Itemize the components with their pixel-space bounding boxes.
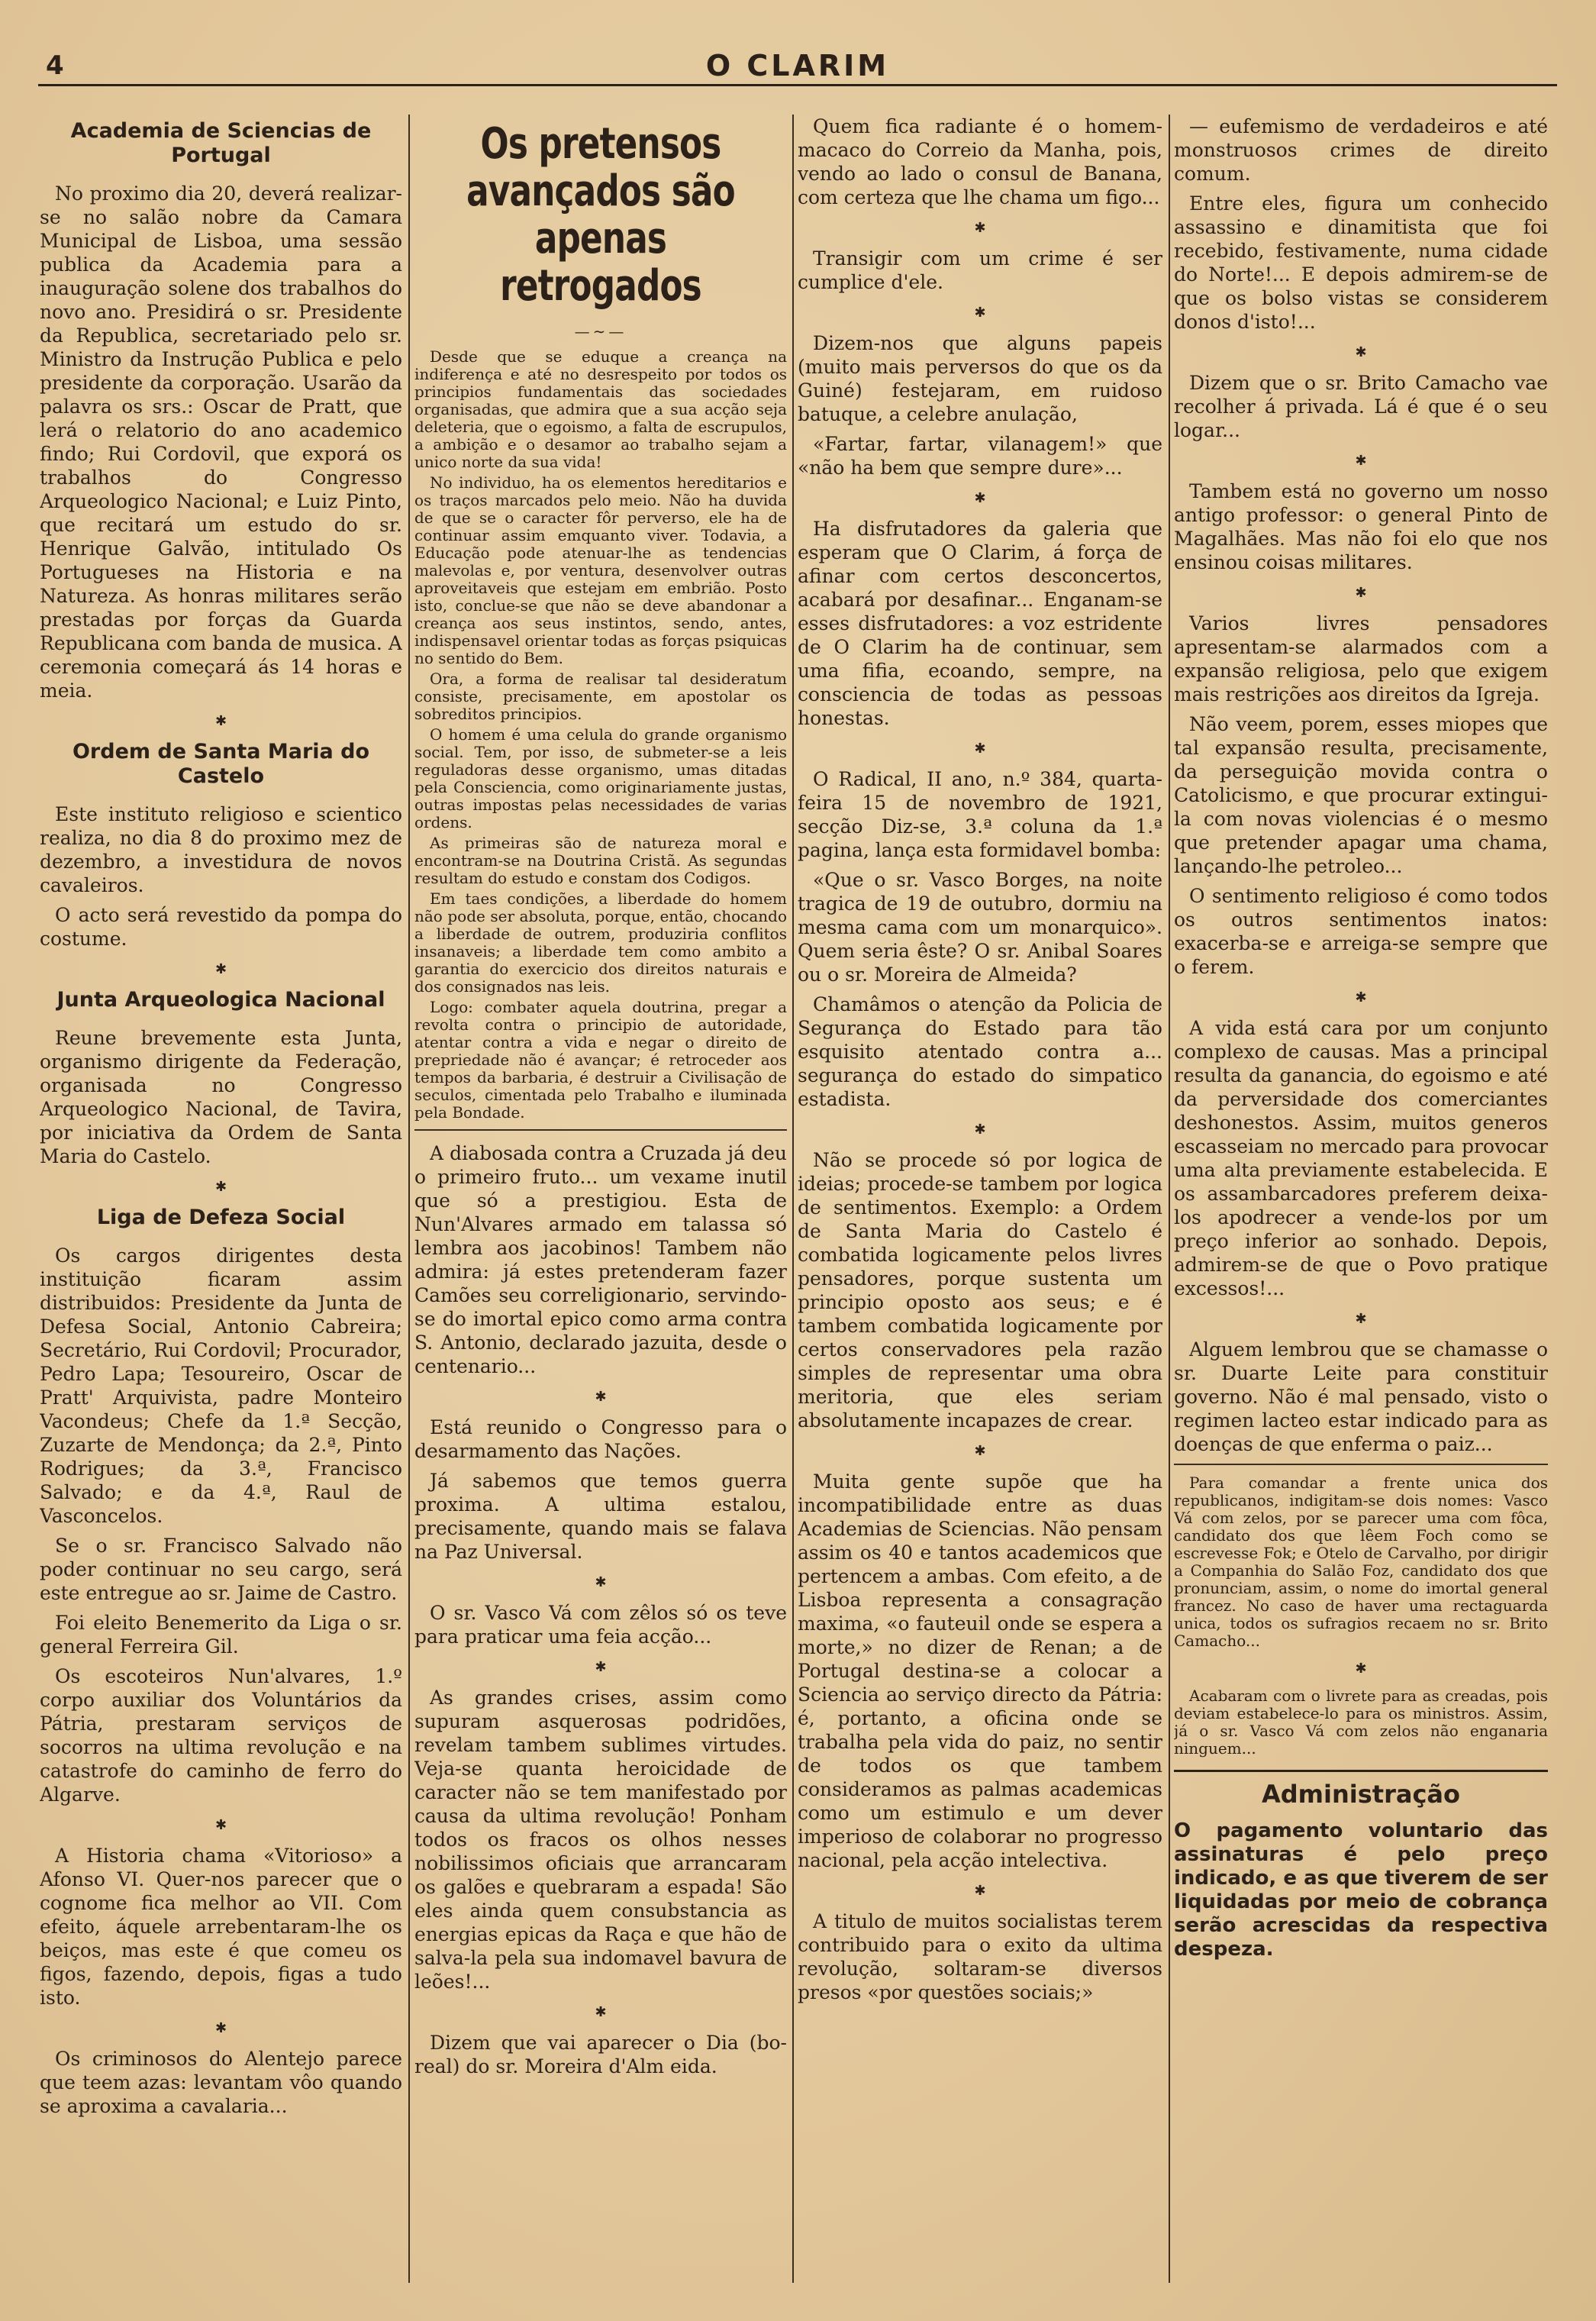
page-header: [38, 44, 1557, 82]
article-ordem-2: O acto será revestido da pompa do costume.: [40, 904, 402, 950]
note-paragraph: Para comandar a frente unica dos republicanos, indigitam-se dois nomes: Vasco Vá com zelos, por se parecer uma com fôca, candidato dos que lêem Foch como se escrevesse Fok; e Otelo de Carvalho, por dirigir a Companhia do Salão Foz, candidato dos que pronunciam, assim, o nome do imortal general francez. No caso de haver uma rectaguarda unica, todos os sufragios recaem no sr. Brito Camacho...: [1174, 1474, 1548, 1650]
editorial-paragraph: O homem é uma celula do grande organismo social. Tem, por isso, de submeter-se a leis reguladoras desse organismo, umas ditadas pela Consciencia, como originariamente justas, outras impostas pelas necessidades de varias ordens.: [414, 725, 787, 831]
star-divider: ✱: [1355, 1311, 1367, 1327]
note-paragraph: Dizem que vai aparecer o Dia (bo-real) do sr. Moreira d'Alm eida.: [414, 2032, 787, 2077]
star-divider: ✱: [214, 1817, 227, 1833]
note-paragraph: Acabaram com o livrete para as creadas, pois deviam estabelece-lo para os ministros. Assim, já o sr. Vasco Vá com zelos não enganaria ninguem...: [1174, 1687, 1548, 1758]
headline: Os pretensos avançados são apenas retrogados: [466, 119, 735, 311]
note-paragraph: Muita gente supõe que ha incompatibilidade entre as duas Academias de Sciencias. Não pensam assim os 40 e tantos academicos que pertencem a ambas. Com efeito, a de Lisboa representa a consagração maxima, «o fauteuil onde se espera a morte,» no dizer de Renan; a de Portugal destina-se a colocar a Sciencia ao serviço directo da Pátria: é, portanto, a oficina onde se trabalha pela vida do paiz, no sentir de todos os que tambem consideramos as palmas academicas como um estimulo e um dever imperioso de colaborar no progresso nacional, pela acção intelectiva.: [798, 1470, 1162, 1871]
editorial-paragraph: No individuo, ha os elementos hereditarios e os traços marcados pelo meio. Não ha duvida de que se o caracter fôr perverso, ele ha de continuar assim emquanto viver. Todavia, a Educação pode atenuar-lhe as tendencias malevolas e, por ventura, desenvolver outras aproveitaveis que estejam em embrião. Posto isto, conclue-se que não se deve abandonar a creança aos seus instintos, sendo, antes, indispensavel orientar todas as forças psiquicas no sentido do Bem.: [414, 473, 787, 667]
column-1: [40, 115, 402, 2290]
note-paragraph: Não veem, porem, esses miopes que tal expansão resulta, precisamente, da perseguição movida contra o Catolicismo, e que procurar extingui-la com novas violencias é o mesmo que pretender apagar uma chama, lançando-lhe petroleo...: [1174, 713, 1548, 877]
star-divider: ✱: [214, 961, 227, 977]
header-rule: [38, 84, 1557, 86]
column-4: [1174, 115, 1548, 2290]
note-paragraph: — eufemismo de verdadeiros e até monstruosos crimes de direito comum.: [1174, 115, 1548, 185]
editorial-paragraph: Logo: combater aquela doutrina, pregar a revolta contra o principio de autoridade, atentar contra a vida e negar o direito de prepriedade não é avançar; é retroceder aos tempos da barbaria, é destruir a Civilisação de seculos, cimentada pelo Trabalho e iluminada pela Bondade.: [414, 998, 787, 1122]
star-divider: ✱: [974, 220, 986, 236]
note-paragraph: Entre eles, figura um conhecido assassino e dinamitista que foi recebido, festivamente, numa cidade do Norte!... E depois admirem-se de que os bolso vistas se considerem donos d'isto!...: [1174, 192, 1548, 333]
administration-title: Administração: [1174, 1770, 1548, 1809]
article-historia: A Historia chama «Vitorioso» a Afonso VI. Quer-nos parecer que o cognome fica melhor ao VII. Com efeito, áquele arrebentaram-lhe os beiços, mas este é que comeu os figos, fazendo, depois, figas a tudo isto.: [40, 1845, 402, 2009]
star-divider: ✱: [974, 1443, 986, 1459]
note-paragraph: Tambem está no governo um nosso antigo professor: o general Pinto de Magalhães. Mas não foi elo que nos ensinou coisas militares.: [1174, 480, 1548, 573]
note-paragraph: «Que o sr. Vasco Borges, na noite tragica de 19 de outubro, dormiu na mesma cama com um monarquico». Quem seria êste? O sr. Anibal Soares ou o sr. Moreira de Almeida?: [798, 869, 1162, 986]
masthead: O CLARIM: [705, 49, 890, 82]
star-divider: ✱: [214, 1179, 227, 1195]
note-paragraph: Ha disfrutadores da galeria que esperam que O Clarim, á força de afinar com certos desconcertos, acabará por desafinar... Enganam-se esses disfrutadores: a voz estridente de O Clarim ha de continuar, sem uma fifia, ecoando, sempre, na consciencia de todas as pessoas honestas.: [798, 518, 1162, 729]
section-title-ordem: Ordem de Santa Maria do Castelo: [72, 740, 370, 788]
star-divider: ✱: [974, 490, 986, 506]
section-title-academia: Academia de Sciencias de Portugal: [70, 119, 372, 167]
star-divider: ✱: [1355, 1661, 1367, 1677]
article-ordem: Este instituto religioso e scientico realiza, no dia 8 do proximo mez de dezembro, a investidura de novos cavaleiros.: [40, 803, 402, 896]
note-paragraph: Alguem lembrou que se chamasse o sr. Duarte Leite para constituir governo. Não é mal pensado, visto o regimen lacteo estar indicado para as doenças de que enferma o paiz...: [1174, 1338, 1548, 1455]
star-divider: ✱: [1355, 989, 1367, 1006]
article-alentejo: Os criminosos do Alentejo parece que teem azas: levantam vôo quando se aproxima a cavalaria...: [40, 2048, 402, 2117]
note-paragraph: Varios livres pensadores apresentam-se alarmados com a expansão religiosa, pelo que exigem mais restrições aos direitos da Igreja.: [1174, 612, 1548, 705]
note-paragraph: A diabosada contra a Cruzada já deu o primeiro fruto... um vexame inutil que só a prestigiou. Esta de Nun'Alvares armado em talassa só lembra aos jacobinos! Tambem não admira: já estes pretenderam fazer Camões seu correligionario, servindo-se do imortal epico como arma contra S. Antonio, declarado jazuita, desde o centenario...: [414, 1142, 787, 1377]
headline-ornament: —∼—: [574, 322, 627, 341]
editorial-paragraph: As primeiras são de natureza moral e encontram-se na Doutrina Cristã. As segundas resultam do estudo e constam dos Codigos.: [414, 834, 787, 887]
star-divider: ✱: [595, 1574, 607, 1590]
column-divider-3: [1169, 115, 1170, 2283]
star-divider: ✱: [595, 1389, 607, 1405]
note-paragraph: Já sabemos que temos guerra proxima. A ultima estalou, precisamente, quando mais se falava na Paz Universal.: [414, 1470, 787, 1563]
star-divider: ✱: [974, 741, 986, 757]
note-paragraph: Transigir com um crime é ser cumplice d'ele.: [798, 247, 1162, 293]
article-junta: Reune brevemente esta Junta, organismo dirigente da Federação, organisada no Congresso Arqueologico Nacional, de Tavira, por iniciativa da Ordem de Santa Maria do Castelo.: [40, 1027, 402, 1167]
column-3: [798, 115, 1162, 2290]
section-title-liga: Liga de Defeza Social: [96, 1206, 346, 1229]
column-divider-1: [408, 115, 410, 2283]
star-divider: ✱: [595, 2004, 607, 2020]
article-liga-2: Se o sr. Francisco Salvado não poder continuar no seu cargo, será este entregue ao sr. Jaime de Castro.: [40, 1535, 402, 1604]
column-2: [414, 115, 787, 2290]
star-divider: ✱: [214, 713, 227, 729]
note-paragraph: «Fartar, fartar, vilanagem!» que «não ha bem que sempre dure»...: [798, 433, 1162, 479]
note-paragraph: O sentimento religioso é como todos os outros sentimentos inatos: exacerba-se e arreiga-se sempre que o ferem.: [1174, 885, 1548, 978]
star-divider: ✱: [1355, 585, 1367, 601]
section-title-junta: Junta Arqueologica Nacional: [56, 988, 385, 1012]
note-paragraph: As grandes crises, assim como supuram asquerosas podridões, revelam tambem sublimes virtudes. Veja-se quanta heroicidade de caracter não se tem manifestado por causa da ultima revolução! Ponham todos os fracos os olhos nesses nobilissimos oficiais que arrancaram os galões e quebraram a espada! São eles ainda quem consubstancia as energias epicas da Raça e que hão de salva-la pela sua indomavel bavura de leões!...: [414, 1687, 787, 1993]
note-paragraph: A vida está cara por um conjunto complexo de causas. Mas a principal resulta da ganancia, do egoismo e até da perversidade dos comerciantes deshonestos. Assim, muitos generos escasseiam no mercado para provocar uma alta previamente estabelecida. E os assambarcadores preferem deixa-los apodrecer a vende-los por um preço inferior ao sonhado. Depois, admirem-se de que o Povo pratique excessos!...: [1174, 1017, 1548, 1299]
star-divider: ✱: [595, 1659, 607, 1675]
star-divider: ✱: [1355, 344, 1367, 360]
editorial-paragraph: Ora, a forma de realisar tal desideratum consiste, precisamente, em apostolar os sobreditos principios.: [414, 670, 787, 723]
note-paragraph: Dizem-nos que alguns papeis (muito mais perversos do que os da Guiné) festejaram, em ruidoso batuque, a celebre anulação,: [798, 332, 1162, 425]
administration-notice: O pagamento voluntario das assinaturas é pelo preço indicado, e as que tiverem de ser liquidadas por meio de cobrança serão acrescidas da respectiva despeza.: [1174, 1819, 1548, 1961]
page-number: 4: [46, 50, 64, 81]
editorial-paragraph: Em taes condições, a liberdade do homem não pode ser absoluta, porque, então, chocando a liberdade de outrem, produziria conflitos insanaveis; a liberdade tem como ambito a garantia do exercicio dos direitos naturais e dos consignados nas leis.: [414, 889, 787, 996]
note-paragraph: A titulo de muitos socialistas terem contribuido para o exito da ultima revolução, soltaram-se diversos presos «por questões sociais;»: [798, 1910, 1162, 2003]
star-divider: ✱: [974, 305, 986, 321]
note-paragraph: O Radical, II ano, n.º 384, quarta-feira 15 de novembro de 1921, secção Diz-se, 3.ª coluna da 1.ª pagina, lança esta formidavel bomba:: [798, 768, 1162, 861]
note-paragraph: Não se procede só por logica de ideias; procede-se tambem por logica de sentimentos. Exemplo: a Ordem de Santa Maria do Castelo é combatida logicamente pelos livres pensadores, porque sustenta um principio oposto aos seus; e é tambem combatida logicamente por certos conservadores pela razão simples de representar uma obra meritoria, que eles seriam absolutamente incapazes de crear.: [798, 1149, 1162, 1432]
article-academia: No proximo dia 20, deverá realizar-se no salão nobre da Camara Municipal de Lisboa, uma sessão publica da Academia para a inauguração solene dos trabalhos do novo ano. Presidirá o sr. Presidente da Republica, secretariado pelo sr. Ministro da Instrução Publica e pelo presidente da corporação. Usarão da palavra os srs.: Oscar de Pratt, que lerá o relatorio do ano academico findo; Rui Cordovil, que exporá os trabalhos do Congresso Arqueologico Nacional; e Luiz Pinto, que recitará um estudo do sr. Henrique Galvão, intitulado Os Portugueses na Historia e na Natureza. As honras militares serão prestadas por forças da Guarda Republicana com banda de musica. A ceremonia começará ás 14 horas e meia.: [40, 182, 402, 702]
note-paragraph: Está reunido o Congresso para o desarmamento das Nações.: [414, 1416, 787, 1462]
note-paragraph: Chamâmos o atenção da Policia de Segurança do Estado para tão esquisito atentado contra a... segurança do estado do simpatico estadista.: [798, 993, 1162, 1110]
article-liga: Os cargos dirigentes desta instituição ficaram assim distribuidos: Presidente da Junta de Defesa Social, Antonio Cabreira; Secretário, Rui Cordovil; Procurador, Pedro Lapa; Tesoureiro, Oscar de Pratt' Arquivista, padre Monteiro Vacondeus; Chefe da 1.ª Secção, Zuzarte de Mendonça; da 2.ª, Pinto Rodrigues; da 3.ª, Francisco Salvado; e da 4.ª, Raul de Vasconcelos.: [40, 1244, 402, 1527]
note-paragraph: Dizem que o sr. Brito Camacho vae recolher á privada. Lá é que é o seu logar...: [1174, 372, 1548, 441]
star-divider: ✱: [1355, 453, 1367, 469]
star-divider: ✱: [974, 1122, 986, 1138]
article-liga-4: Os escoteiros Nun'alvares, 1.º corpo auxiliar dos Voluntários da Pátria, prestaram serviços de socorros na ultima revolução e na catastrofe do caminho de ferro do Algarve.: [40, 1665, 402, 1806]
editorial-paragraph: Desde que se eduque a creança na indiferença e até no desrespeito por todos os principios fundamentais das sociedades organisadas, que admira que a sua acção seja deleteria, que o egoismo, a falta de escrupulos, a ambição e o desamor ao trabalho sejam a unico norte da sua vida!: [414, 347, 787, 471]
note-paragraph: O sr. Vasco Vá com zêlos só os teve para praticar uma feia acção...: [414, 1602, 787, 1648]
column-divider-2: [792, 115, 794, 2283]
article-liga-3: Foi eleito Benemerito da Liga o sr. general Ferreira Gil.: [40, 1612, 402, 1658]
editorial-end-rule: [414, 1129, 787, 1131]
star-divider: ✱: [974, 1883, 986, 1899]
note-paragraph: Quem fica radiante é o homem-macaco do Correio da Manha, pois, vendo ao lado o consul de Banana, com certeza que lhe chama um figo...: [798, 115, 1162, 208]
star-divider: ✱: [214, 2020, 227, 2036]
section-rule: [1174, 1464, 1548, 1465]
